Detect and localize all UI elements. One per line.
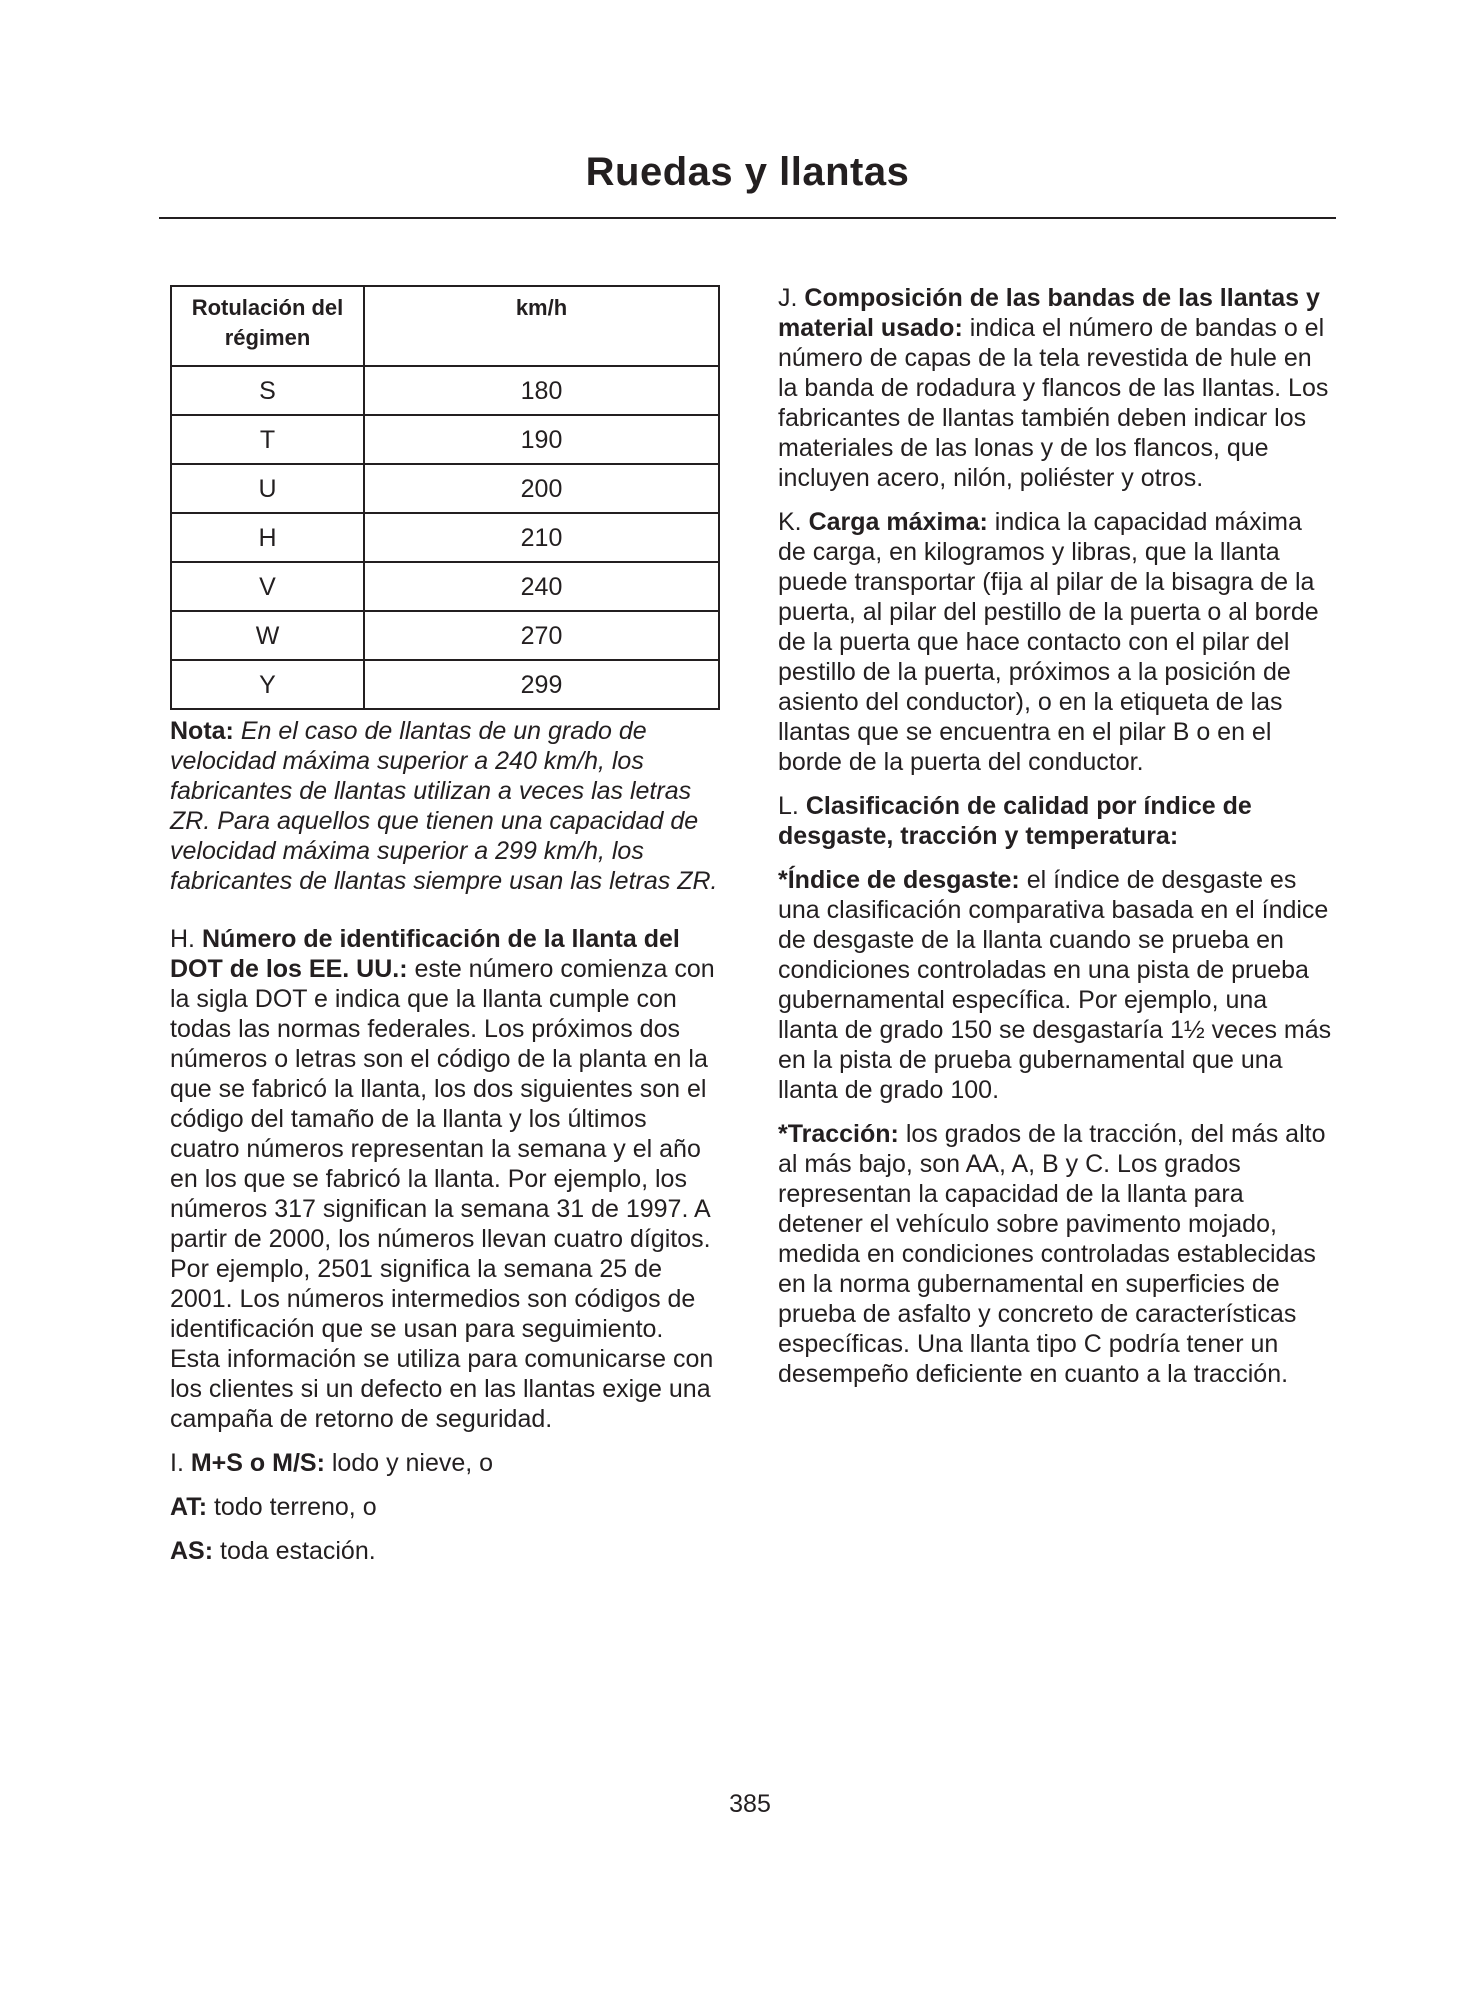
section-l-title: Clasificación de calidad por índice de desgaste, tracción y temperatura: xyxy=(778,792,1252,850)
table-cell-code: V xyxy=(171,562,364,611)
wear-label: *Índice de desgaste: xyxy=(778,866,1020,894)
section-i-label-1: M+S o M/S: xyxy=(190,1449,325,1477)
table-cell-kmh: 270 xyxy=(364,611,719,660)
traction-text: los grados de la tracción, del más alto al más bajo, son AA, A, B y C. Los grados representan la capacidad de la llanta para detener el vehículo sobre pavimento mojado, medida en condiciones controladas establecidas en la norma gubernamental en superficies de prueba de asfalto y concreto de características específicas. Una llanta tipo C podría tener un desempeño deficiente en cuanto a la tracción. xyxy=(778,1120,1326,1388)
section-i-text-2: todo terreno, o xyxy=(213,1493,377,1521)
right-column xyxy=(778,283,1333,1403)
table-row xyxy=(171,366,719,415)
table-header-rating: Rotulación del régimen xyxy=(171,286,364,366)
section-i-label-2: AT: xyxy=(170,1493,208,1521)
table-cell-code: T xyxy=(171,415,364,464)
header-rule xyxy=(159,217,1336,219)
section-l xyxy=(778,791,1333,851)
section-i-line-1 xyxy=(170,1448,720,1478)
table-cell-code: S xyxy=(171,366,364,415)
section-j xyxy=(778,283,1333,493)
speed-rating-table xyxy=(170,285,720,710)
table-row xyxy=(171,562,719,611)
page-header xyxy=(159,150,1336,219)
page-number: 385 xyxy=(729,1790,771,1818)
table-cell-kmh: 190 xyxy=(364,415,719,464)
table-row xyxy=(171,611,719,660)
section-h-text: este número comienza con la sigla DOT e indica que la llanta cumple con todas las normas federales. Los próximos dos números o letras son el código de la planta en la que se fabricó la llanta, los dos siguientes son el código del tamaño de la llanta y los últimos cuatro números representan la semana y el año en los que se fabricó la llanta. Por ejemplo, los números 317 significan la semana 31 de 1997. A partir de 2000, los números llevan cuatro dígitos. Por ejemplo, 2501 significa la semana 25 de 2001. Los números intermedios son códigos de identificación que se usan para seguimiento. Esta información se utiliza para comunicarse con los clientes si un defecto en las llantas exige una campaña de retorno de seguridad. xyxy=(170,955,715,1433)
section-i-label-3: AS: xyxy=(170,1537,214,1565)
table-cell-kmh: 240 xyxy=(364,562,719,611)
table-cell-kmh: 180 xyxy=(364,366,719,415)
section-i-prefix: I. xyxy=(170,1449,184,1477)
traction-paragraph xyxy=(778,1119,1333,1389)
section-k-title: Carga máxima: xyxy=(808,508,988,536)
table-row xyxy=(171,415,719,464)
table-header-kmh: km/h xyxy=(364,286,719,366)
table-cell-code: U xyxy=(171,464,364,513)
section-i-text-1: lodo y nieve, o xyxy=(331,1449,494,1477)
section-i-text-3: toda estación. xyxy=(220,1537,376,1565)
table-cell-kmh: 210 xyxy=(364,513,719,562)
note-text: En el caso de llantas de un grado de velocidad máxima superior a 240 km/h, los fabricantes de llantas utilizan a veces las letras ZR. Para aquellos que tienen una capacidad de velocidad máxima superior a 299 km/h, los fabricantes de llantas siempre usan las letras ZR. xyxy=(170,717,718,895)
table-cell-kmh: 200 xyxy=(364,464,719,513)
table-row xyxy=(171,513,719,562)
left-column xyxy=(170,283,720,1580)
section-h xyxy=(170,924,720,1434)
note-paragraph xyxy=(170,716,720,896)
section-i-line-3 xyxy=(170,1536,720,1566)
table-header-row xyxy=(171,286,719,366)
table-cell-code: Y xyxy=(171,660,364,709)
wear-paragraph xyxy=(778,865,1333,1105)
note-label: Nota: xyxy=(170,717,234,745)
section-h-prefix: H. xyxy=(170,925,195,953)
section-j-prefix: J. xyxy=(778,284,798,312)
section-i-line-2 xyxy=(170,1492,720,1522)
section-j-title: Composición de las bandas de las llantas y material usado: xyxy=(778,284,1320,342)
section-k-text: indica la capacidad máxima de carga, en kilogramos y libras, que la llanta puede transportar (fija al pilar de la bisagra de la puerta, al pilar del pestillo de la puerta o al borde de la puerta que hace contacto con el pilar del pestillo de la puerta, próximos a la posición de asiento del conductor), o en la etiqueta de las llantas que se encuentra en el pilar B o en el borde de la puerta del conductor. xyxy=(778,508,1319,776)
section-k xyxy=(778,507,1333,777)
wear-text: el índice de desgaste es una clasificación comparativa basada en el índice de desgaste de la llanta cuando se prueba en condiciones controladas en una pista de prueba gubernamental específica. Por ejemplo, una llanta de grado 150 se desgastaría 1½ veces más en la pista de prueba gubernamental que una llanta de grado 100. xyxy=(778,866,1332,1104)
page-title: Ruedas y llantas xyxy=(585,150,910,194)
table-cell-code: H xyxy=(171,513,364,562)
table-cell-code: W xyxy=(171,611,364,660)
table-row xyxy=(171,464,719,513)
section-l-prefix: L. xyxy=(778,792,799,820)
section-k-prefix: K. xyxy=(778,508,802,536)
table-cell-kmh: 299 xyxy=(364,660,719,709)
table-row xyxy=(171,660,719,709)
section-j-text: indica el número de bandas o el número de capas de la tela revestida de hule en la banda de rodadura y flancos de las llantas. Los fabricantes de llantas también deben indicar los materiales de las lonas y de los flancos, que incluyen acero, nilón, poliéster y otros. xyxy=(778,314,1329,492)
section-h-title: Número de identificación de la llanta del DOT de los EE. UU.: xyxy=(170,925,680,983)
traction-label: *Tracción: xyxy=(778,1120,899,1148)
